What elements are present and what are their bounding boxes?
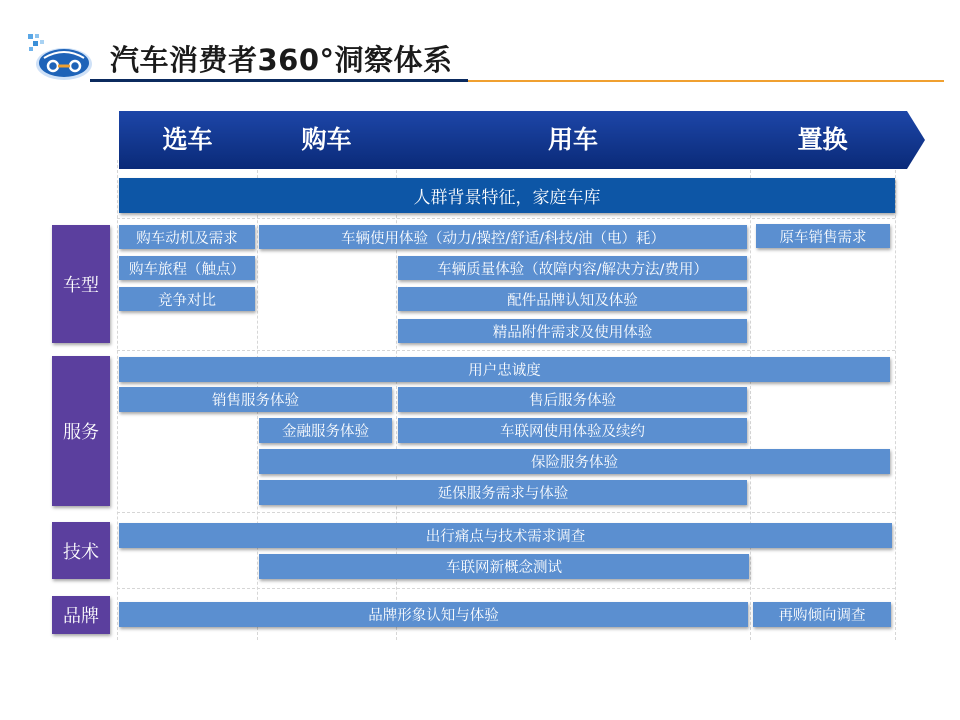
grid-line (895, 160, 896, 640)
row-label-vehicle: 车型 (52, 225, 110, 343)
phase-use: 用车 (547, 125, 598, 154)
phase-replace: 置换 (797, 125, 848, 154)
bar-competition: 竞争对比 (119, 287, 255, 311)
title-underline (90, 79, 468, 82)
bar-purchase-motivation: 购车动机及需求 (119, 225, 255, 249)
grid-line (117, 160, 118, 640)
bar-sales-service: 销售服务体验 (119, 387, 392, 412)
bar-original-sale: 原车销售需求 (756, 224, 890, 248)
population-band: 人群背景特征，家庭车库 (119, 178, 895, 213)
bar-accessories: 精品附件需求及使用体验 (398, 319, 747, 343)
grid-line (117, 218, 895, 219)
page-title: 汽车消费者360°洞察体系 (110, 43, 453, 77)
bar-vehicle-usage: 车辆使用体验（动力/操控/舒适/科技/油（电）耗） (259, 225, 747, 249)
bar-purchase-journey: 购车旅程（触点） (119, 256, 255, 280)
phase-purchase: 购车 (301, 125, 352, 154)
grid-line (117, 512, 895, 513)
grid-line (750, 160, 751, 640)
bar-insurance: 保险服务体验 (259, 449, 890, 474)
bar-extended-warranty: 延保服务需求与体验 (259, 480, 747, 505)
bar-connected-car: 车联网使用体验及续约 (398, 418, 747, 443)
bar-loyalty: 用户忠诚度 (119, 357, 890, 382)
bar-aftersales: 售后服务体验 (398, 387, 747, 412)
row-label-service: 服务 (52, 356, 110, 506)
row-label-tech: 技术 (52, 522, 110, 579)
accent-rule (468, 80, 944, 82)
bar-repurchase: 再购倾向调查 (753, 602, 891, 627)
phase-select: 选车 (162, 125, 213, 154)
grid-line (117, 350, 895, 351)
bar-vehicle-quality: 车辆质量体验（故障内容/解决方法/费用） (398, 256, 747, 280)
bar-finance: 金融服务体验 (259, 418, 392, 443)
bar-parts-brand: 配件品牌认知及体验 (398, 287, 747, 311)
bar-brand-image: 品牌形象认知与体验 (119, 602, 748, 627)
bar-connected-concept: 车联网新概念测试 (259, 554, 749, 579)
row-label-brand: 品牌 (52, 596, 110, 634)
bar-travel-painpoints: 出行痛点与技术需求调查 (119, 523, 892, 548)
car-logo-icon (26, 32, 96, 82)
grid-line (117, 588, 895, 589)
